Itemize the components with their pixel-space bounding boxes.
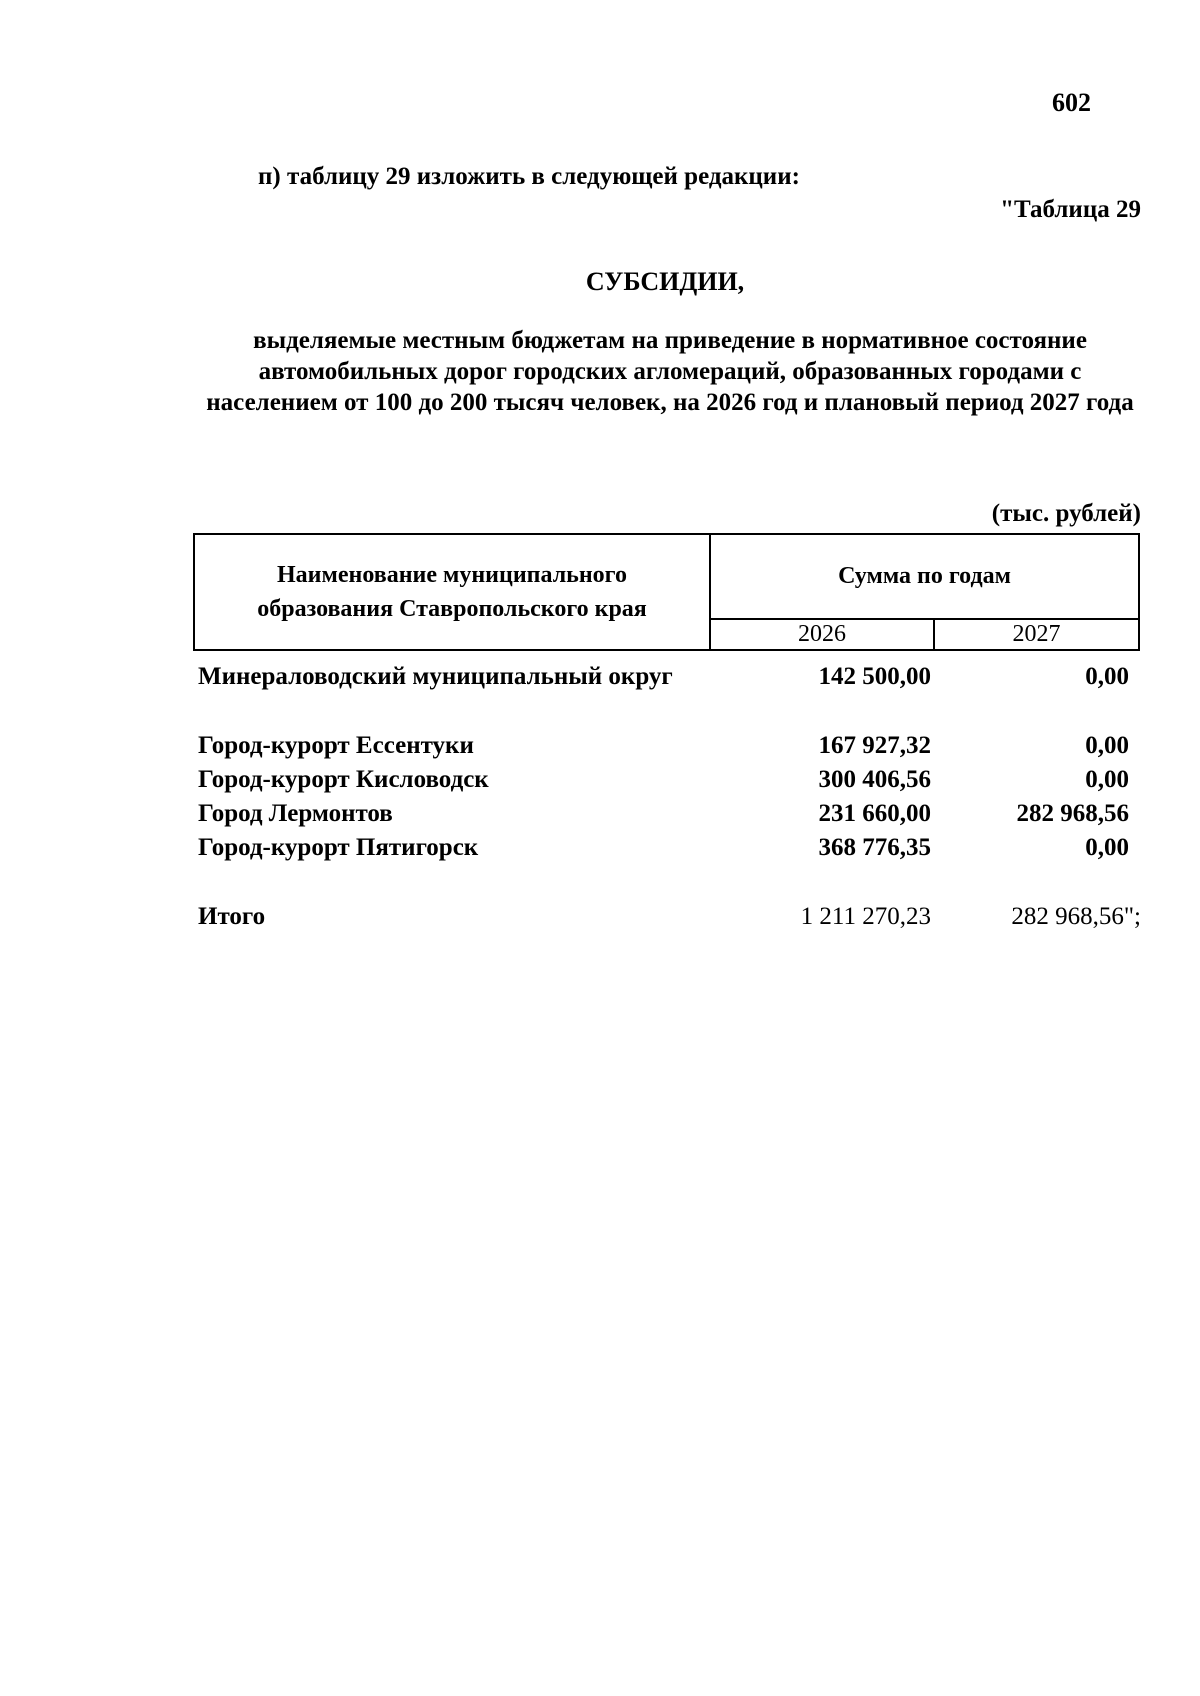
row-municipality: Город-курорт Пятигорск xyxy=(198,834,479,861)
header-sum-by-years: Сумма по годам xyxy=(711,535,1138,620)
header-year-2027: 2027 xyxy=(1012,621,1061,647)
header-year-2026: 2026 xyxy=(711,620,935,649)
row-amount-2027: 0,00 xyxy=(1085,732,1129,759)
row-amount-2027: 0,00 xyxy=(1085,766,1129,793)
total-label: Итого xyxy=(198,903,266,930)
total-amount-2027: 282 968,56"; xyxy=(1011,903,1141,930)
page-number: 602 xyxy=(1052,88,1091,117)
total-amount-2026: 1 211 270,23 xyxy=(800,903,931,930)
instruction-text: п) таблицу 29 изложить в следующей редакции: xyxy=(258,163,800,190)
table-label: "Таблица 29 xyxy=(1000,196,1141,223)
table-row xyxy=(0,800,1200,832)
row-amount-2026: 142 500,00 xyxy=(818,663,931,690)
header-municipality-label: Наименование муниципального образования Ставропольского края xyxy=(257,562,647,622)
row-municipality: Город-курорт Кисловодск xyxy=(198,766,489,793)
row-amount-2026: 167 927,32 xyxy=(818,732,931,759)
table-header xyxy=(193,533,1140,651)
row-amount-2027: 282 968,56 xyxy=(1016,800,1129,827)
row-municipality: Город Лермонтов xyxy=(198,800,393,827)
row-amount-2026: 231 660,00 xyxy=(818,800,931,827)
row-municipality: Минераловодский муниципальный округ xyxy=(198,663,673,690)
table-row xyxy=(0,732,1200,764)
table-row xyxy=(0,766,1200,798)
document-subtitle: выделяемые местным бюджетам на приведение в нормативное состояние автомобильных дорог городских агломераций, образованных городами с населением от 100 до 200 тысяч человек, на 2026 год и плановый период 2027 года xyxy=(206,327,1134,416)
row-municipality: Город-курорт Ессентуки xyxy=(198,732,474,759)
document-title: СУБСИДИИ, xyxy=(585,267,745,296)
table-row xyxy=(0,663,1200,695)
table-row xyxy=(0,834,1200,866)
row-amount-2027: 0,00 xyxy=(1085,663,1129,690)
table-total-row xyxy=(0,903,1200,935)
row-amount-2026: 300 406,56 xyxy=(818,766,931,793)
row-amount-2027: 0,00 xyxy=(1085,834,1129,861)
header-municipality xyxy=(195,535,711,649)
units-label: (тыс. рублей) xyxy=(991,500,1141,527)
row-amount-2026: 368 776,35 xyxy=(818,834,931,861)
